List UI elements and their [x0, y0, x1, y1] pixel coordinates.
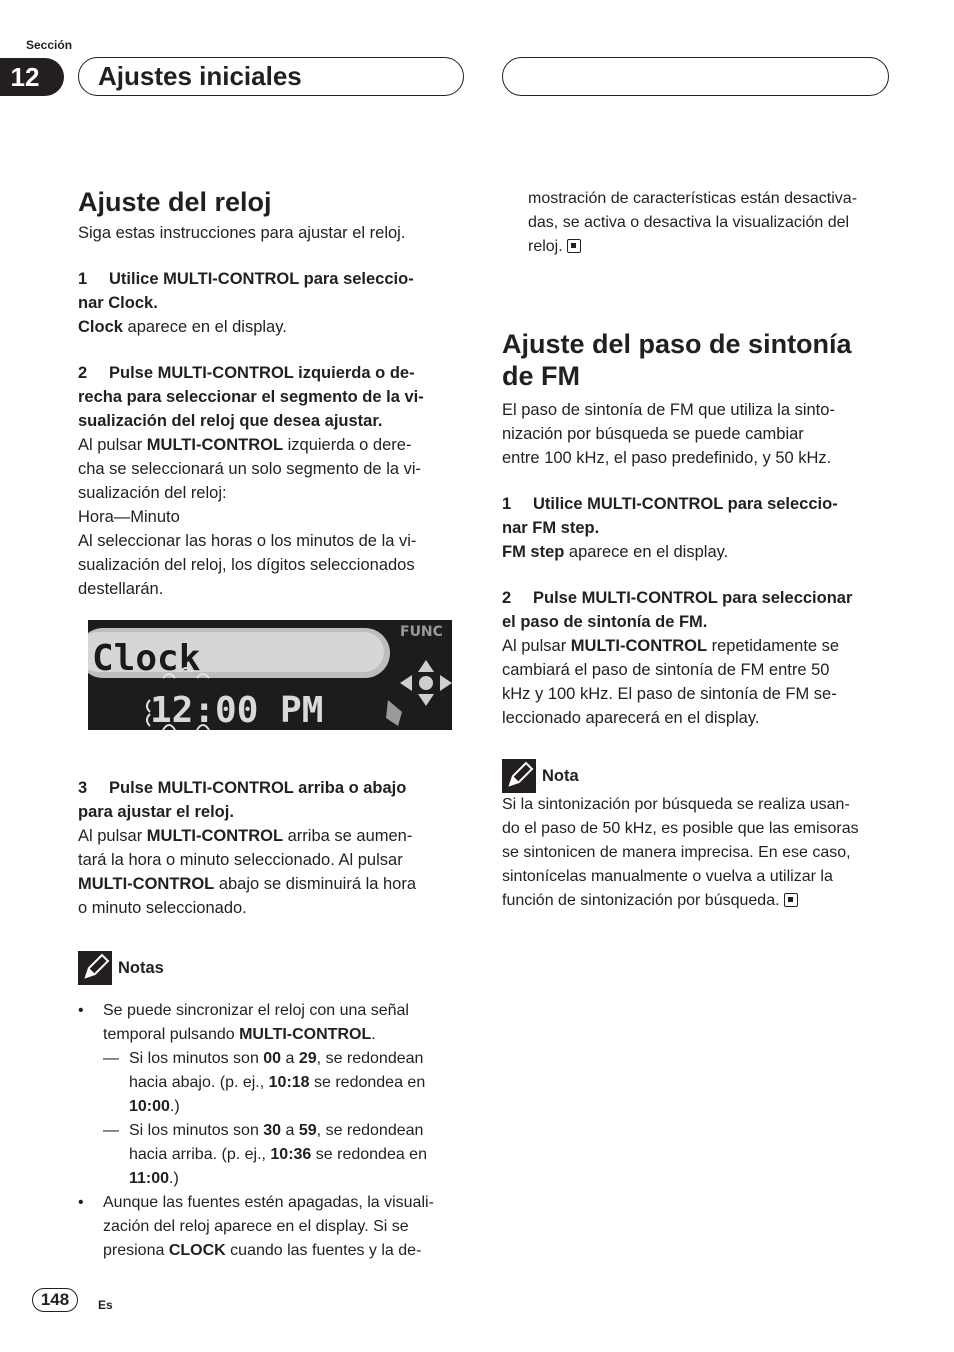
heading-clock-adjust: Ajuste del reloj: [78, 187, 272, 217]
page-number: 148: [32, 1288, 78, 1312]
display-func-label: FUNC: [400, 624, 443, 640]
notes-header: [78, 951, 468, 985]
note-subitem: — Si los minutos son 00 a 29, se redondean hacia abajo. (p. ej., 10:18 se redondea en 10:00.): [103, 1050, 426, 1115]
fm-note-body: Si la sintonización por búsqueda se realiza usan- do el paso de 50 kHz, es posible que las emisoras se sintonicen de manera imprecisa. En ese caso, sintonícelas manualmente o vuelva a utilizar la función de sintonización por búsqueda.: [502, 796, 859, 909]
fm-step2-body: Al pulsar MULTI-CONTROL repetidamente se: [502, 637, 840, 655]
display-line2: 12:00 PM: [150, 690, 324, 730]
display-line1: Clock: [92, 638, 201, 679]
step2-title: 2 Pulse MULTI-CONTROL izquierda o de-: [78, 364, 415, 382]
note-subitem: — Si los minutos son 30 a 59, se redondean hacia arriba. (p. ej., 10:36 se redondea en 11:00.): [103, 1122, 427, 1187]
pencil-note-icon: [502, 759, 536, 793]
pencil-note-icon: [78, 951, 112, 985]
step2-body: Al pulsar MULTI-CONTROL izquierda o dere-: [78, 436, 412, 454]
right-column: Ajuste del paso de sintonía de FM El paso de sintonía de FM que utiliza la sinto- nización por búsqueda se puede cambiar entre 100 kHz, el paso predefinido, y 50 kHz. 1 Utilice MULTI-CONTROL para seleccio- nar FM step. FM step aparece en el display. 2 Pulse MULTI-CONTROL para seleccionar el paso de sintonía de FM. Al pulsar MULTI-CONTROL repetidamente se cambiará el paso de sintonía de FM entre 50 kHz y 100 kHz. El paso de sintonía de FM se- leccionado aparecerá en el display. Nota Si la sintonización por búsqueda se realiza usan- do el paso de 50 kHz, es posible que las emisoras se sintonicen de manera imprecisa. En ese caso, sintonícelas manualmente o vuelva a utilizar la función de sintonización por búsqueda.: [502, 328, 902, 913]
header-right-frame: [502, 57, 889, 96]
left-column-lower: 3 Pulse MULTI-CONTROL arriba o abajo para ajustar el reloj. Al pulsar MULTI-CONTROL arriba se aumen- tará la hora o minuto seleccionado. Al pulsar MULTI-CONTROL abajo se disminuirá la hora o minuto seleccionado. Notas • Se puede sincronizar el reloj con una señal temporal pulsando MULTI-CONTROL. — Si los minutos son 00 a 29, se redondean hacia abajo. (p. ej., 10:18 se redondea en 10:00.) — Si los minutos son 30 a 59, se redondean hacia arriba. (p. ej., 10:36 se redondea en 11:00.) • Aunque las fuentes estén apagadas, la visuali- zación del reloj aparece en el display. Si se presiona CLOCK cuando las fuentes y la de-: [78, 776, 468, 1263]
note-item: • Se puede sincronizar el reloj con una señal temporal pulsando MULTI-CONTROL.: [78, 1002, 409, 1043]
left-column: Ajuste del reloj Siga estas instrucciones para ajustar el reloj. 1 Utilice MULTI-CONTROL para seleccio- nar Clock. Clock aparece en el display. 2 Pulse MULTI-CONTROL izquierda o de- recha para seleccionar el segmento de la vi- sualización del reloj que desea ajustar. Al pulsar MULTI-CONTROL izquierda o dere- cha se seleccionará un solo segmento de la vi- sualización del reloj: Hora—Minuto Al seleccionar las horas o los minutos de la vi- sualización del reloj, los dígitos seleccionados destellarán.: [78, 186, 468, 601]
step1-result: Clock aparece en el display.: [78, 318, 287, 336]
right-continuation: mostración de características están desactiva- das, se activa o desactiva la visualización del reloj.: [528, 190, 858, 255]
fm-step2-title: 2 Pulse MULTI-CONTROL para seleccionar: [502, 589, 853, 607]
clock-display-illustration: [88, 620, 452, 730]
section-label: Sección: [26, 38, 73, 52]
fm-step1-result: FM step aparece en el display.: [502, 543, 729, 561]
display-svg: [88, 620, 452, 730]
step3-body: Al pulsar MULTI-CONTROL arriba se aumen-: [78, 827, 413, 845]
language-code: Es: [98, 1298, 113, 1312]
clock-intro: Siga estas instrucciones para ajustar el reloj.: [78, 224, 406, 242]
section-title: Ajustes iniciales: [98, 61, 302, 91]
notes-body: [78, 999, 468, 1263]
heading-fm-step: Ajuste del paso de sintonía de FM: [502, 329, 852, 391]
fm-step1-title: 1 Utilice MULTI-CONTROL para seleccio-: [502, 495, 838, 513]
fm-note-header: [502, 759, 902, 793]
notes-title: Notas: [118, 959, 164, 977]
step3-title: 3 Pulse MULTI-CONTROL arriba o abajo: [78, 779, 407, 797]
end-mark-icon: [567, 239, 581, 253]
section-number-badge: 12: [0, 58, 64, 96]
end-mark-icon: [784, 893, 798, 907]
note-item: • Aunque las fuentes estén apagadas, la visuali- zación del reloj aparece en el display. Si se presiona CLOCK cuando las fuentes y la de-: [78, 1194, 434, 1259]
fm-note-title: Nota: [542, 767, 579, 785]
step1-title: 1 Utilice MULTI-CONTROL para seleccio-: [78, 270, 414, 288]
